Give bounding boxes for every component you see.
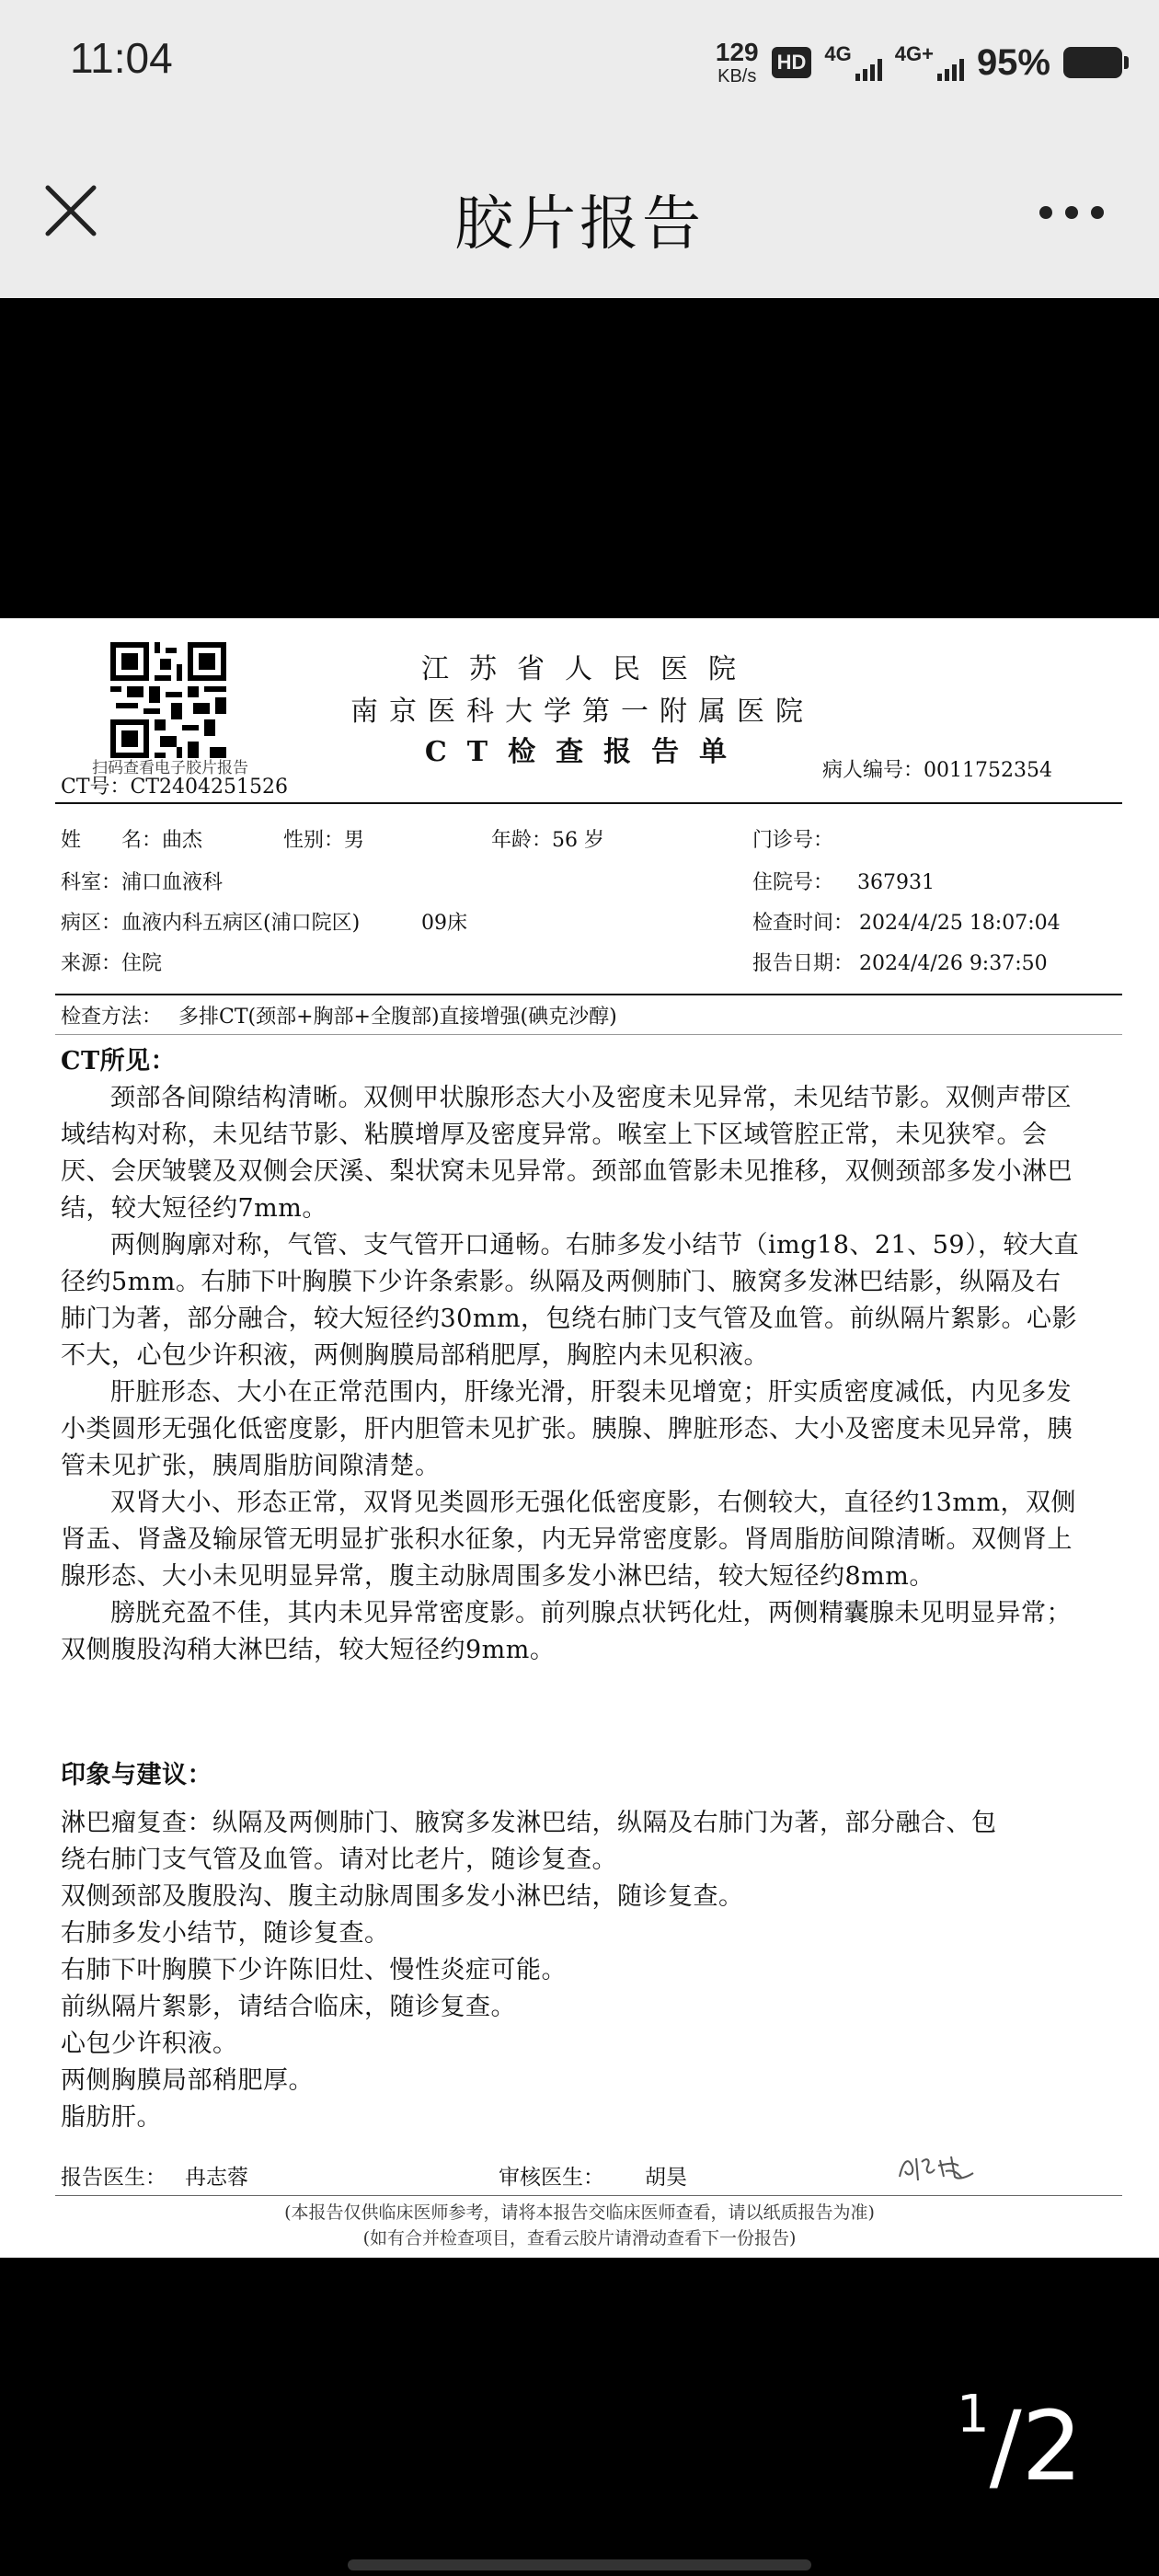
page-total: /2 <box>989 2390 1083 2502</box>
patient-name: 姓 名：曲杰 <box>61 829 203 852</box>
findings-paragraph: 两侧胸廓对称，气管、支气管开口通畅。右肺多发小结节（img18、21、59），较大直径约5mm。右肺下叶胸膜下少许条索影。纵隔及两侧肺门、腋窝多发淋巴结影，纵隔及右肺门为著，部分融合，较大短径约30mm，包绕右肺门支气管及血管。前纵隔片絮影。心影不大，心包少许积液，两侧胸膜局部稍肥厚，胸腔内未见积液。 <box>61 1231 1080 1370</box>
reviewing-doctor: 审核医生： 胡昊 <box>499 2166 687 2190</box>
exam-time: 检查时间： 2024/4/25 18:07:04 <box>752 912 1061 935</box>
divider <box>55 802 1122 804</box>
inpatient-number: 住院号： 367931 <box>752 871 935 894</box>
outpatient-number: 门诊号： <box>752 829 834 852</box>
signal-icon-2 <box>895 44 964 81</box>
qr-caption: 扫码查看电子胶片报告 <box>92 759 248 777</box>
department: 科室：浦口血液科 <box>61 871 224 894</box>
report-document[interactable] <box>0 618 1159 2258</box>
page-title: 胶片报告 <box>454 190 705 259</box>
exam-method: 检查方法： 多排CT(颈部+胸部+全腹部)直接增强(碘克沙醇) <box>61 1006 617 1029</box>
reporting-doctor: 报告医生： 冉志蓉 <box>61 2166 248 2190</box>
battery-percent: 95% <box>976 41 1050 83</box>
signal-icon-1 <box>824 44 881 81</box>
ct-number: CT号：CT2404251526 <box>61 776 288 799</box>
home-indicator[interactable] <box>348 2559 811 2570</box>
impression-item: 右肺下叶胸膜下少许陈旧灶、慢性炎症可能。 <box>61 1956 567 1984</box>
status-icons <box>716 35 1122 90</box>
network-speed-unit: KB/s <box>717 66 757 86</box>
more-icon[interactable] <box>1039 206 1104 219</box>
impression-item: 两侧胸膜局部稍肥厚。 <box>61 2066 314 2095</box>
patient-age: 年龄：56 岁 <box>491 829 605 852</box>
impression-section <box>61 1757 1082 2136</box>
findings-section <box>61 1043 1082 1669</box>
bed-number: 09床 <box>421 912 467 935</box>
battery-icon <box>1063 47 1122 78</box>
divider <box>55 1034 1122 1035</box>
title-bar <box>0 129 1159 298</box>
footnote-disclaimer: (本报告仅供临床医师参考，请将本报告交临床医师查看，请以纸质报告为准) <box>284 2202 875 2223</box>
findings-paragraph: 颈部各间隙结构清晰。双侧甲状腺形态大小及密度未见异常，未见结节影。双侧声带区域结构对称，未见结节影、粘膜增厚及密度异常。喉室上下区域管腔正常，未见狭窄。会厌、会厌皱襞及双侧会厌溪、梨状窝未见异常。颈部血管影未见推移，双侧颈部多发小淋巴结，较大短径约7mm。 <box>61 1084 1073 1223</box>
impression-item: 心包少许积液。 <box>61 2030 238 2058</box>
footnote-next-report: (如有合并检查项目，查看云胶片请滑动查看下一份报告) <box>362 2228 797 2248</box>
ward: 病区：血液内科五病区(浦口院区) <box>61 912 361 935</box>
signal-1-label: 4G <box>824 42 852 65</box>
network-speed <box>716 40 759 86</box>
impression-item: 双侧颈部及腹股沟、腹主动脉周围多发小淋巴结，随诊复查。 <box>61 1882 744 1911</box>
patient-number: 病人编号：0011752354 <box>822 759 1052 782</box>
impression-title: 印象与建议： <box>61 1761 212 1789</box>
findings-paragraph: 双肾大小、形态正常，双肾见类圆形无强化低密度影，右侧较大，直径约13mm，双侧肾盂、肾盏及输尿管无明显扩张积水征象，内无异常密度影。肾周脂肪间隙清晰。双侧肾上腺形态、大小未见明显异常，腹主动脉周围多发小淋巴结，较大短径约8mm。 <box>61 1489 1077 1591</box>
impression-item: 脂肪肝。 <box>61 2103 162 2132</box>
impression-item: 右肺多发小结节，随诊复查。 <box>61 1919 390 1948</box>
patient-gender: 性别：男 <box>283 829 365 852</box>
page-indicator <box>957 2385 1083 2502</box>
findings-paragraph: 肝脏形态、大小在正常范围内，肝缘光滑，肝裂未见增宽；肝实质密度减低，内见多发小类圆形无强化低密度影，肝内胆管未见扩张。胰腺、脾脏形态、大小及密度未见异常，胰管未见扩张，胰周脂肪间隙清楚。 <box>61 1378 1073 1480</box>
hospital-affiliation: 南京医科大学第一附属医院 <box>350 696 814 728</box>
report-date: 报告日期： 2024/4/26 9:37:50 <box>752 952 1048 975</box>
findings-title: CT所见： <box>61 1047 177 1075</box>
findings-paragraph: 膀胱充盈不佳，其内未见异常密度影。前列腺点状钙化灶，两侧精囊腺未见明显异常；双侧腹股沟稍大淋巴结，较大短径约9mm。 <box>61 1599 1072 1664</box>
impression-item: 淋巴瘤复查：纵隔及两侧肺门、腋窝多发淋巴结，纵隔及右肺门为著，部分融合、包绕右肺门支气管及血管。请对比老片，随诊复查。 <box>61 1809 997 1874</box>
page-current: 1 <box>957 2385 990 2444</box>
divider <box>55 994 1122 995</box>
signature-image <box>894 2149 977 2186</box>
hospital-name: 江苏省人民医院 <box>421 653 756 685</box>
hd-icon: HD <box>772 47 812 78</box>
status-time: 11:04 <box>70 34 173 82</box>
report-title: CT检查报告单 <box>424 736 748 768</box>
status-bar <box>0 0 1159 129</box>
signal-2-label: 4G+ <box>894 42 934 65</box>
source: 来源：住院 <box>61 952 163 975</box>
impression-item: 前纵隔片絮影，请结合临床，随诊复查。 <box>61 1993 516 2021</box>
divider <box>55 2195 1122 2196</box>
network-speed-value: 129 <box>715 38 759 66</box>
